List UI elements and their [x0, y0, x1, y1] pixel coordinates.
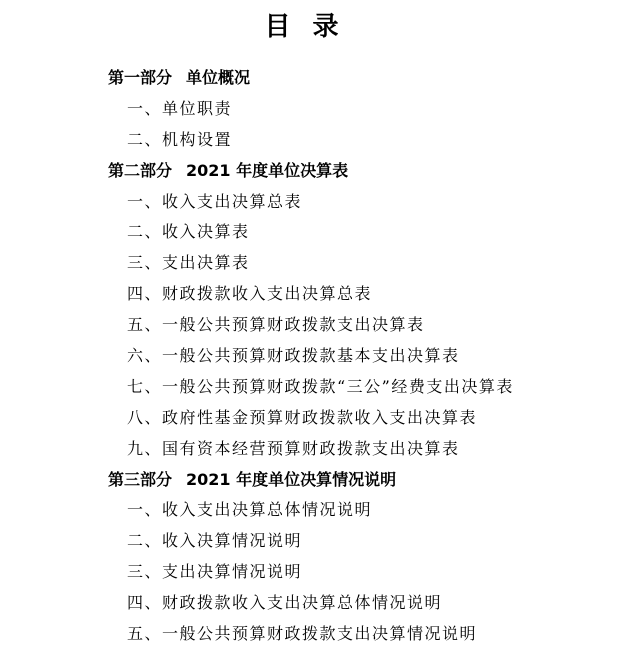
toc-item[interactable]: 七、一般公共预算财政拨款“三公”经费支出决算表 — [127, 376, 514, 396]
toc-item[interactable]: 九、国有资本经营预算财政拨款支出决算表 — [127, 438, 460, 458]
table-of-contents — [0, 63, 635, 650]
toc-part-2[interactable] — [0, 156, 635, 187]
part-label: 第二部分 — [108, 160, 173, 180]
page-title: 目录 — [264, 12, 361, 42]
toc-item[interactable]: 八、政府性基金预算财政拨款收入支出决算表 — [127, 407, 478, 427]
toc-item[interactable]: 四、财政拨款收入支出决算总表 — [127, 284, 373, 304]
toc-item[interactable]: 一、收入支出决算总表 — [127, 191, 303, 211]
toc-item[interactable]: 三、支出决算表 — [127, 253, 250, 273]
toc-item[interactable]: 一、单位职责 — [127, 98, 233, 118]
part-label: 第三部分 — [108, 469, 173, 489]
toc-part-3[interactable] — [0, 465, 635, 496]
part-name: 2021 年度单位决算表 — [186, 160, 349, 180]
toc-item[interactable]: 三、支出决算情况说明 — [127, 562, 303, 582]
toc-item[interactable]: 二、机构设置 — [127, 129, 233, 149]
part-name: 单位概况 — [186, 68, 251, 87]
part-name: 2021 年度单位决算情况说明 — [186, 469, 397, 489]
toc-item[interactable]: 五、一般公共预算财政拨款支出决算表 — [127, 315, 425, 335]
toc-part-1[interactable] — [0, 63, 635, 94]
toc-item[interactable]: 六、一般公共预算财政拨款基本支出决算表 — [127, 346, 460, 366]
part-label: 第一部分 — [108, 68, 173, 87]
toc-item[interactable]: 一、收入支出决算总体情况说明 — [127, 500, 373, 520]
toc-item[interactable]: 二、收入决算表 — [127, 222, 250, 242]
toc-item[interactable]: 二、收入决算情况说明 — [127, 531, 303, 551]
toc-item[interactable]: 五、一般公共预算财政拨款支出决算情况说明 — [127, 624, 478, 644]
toc-item[interactable]: 四、财政拨款收入支出决算总体情况说明 — [127, 593, 443, 613]
